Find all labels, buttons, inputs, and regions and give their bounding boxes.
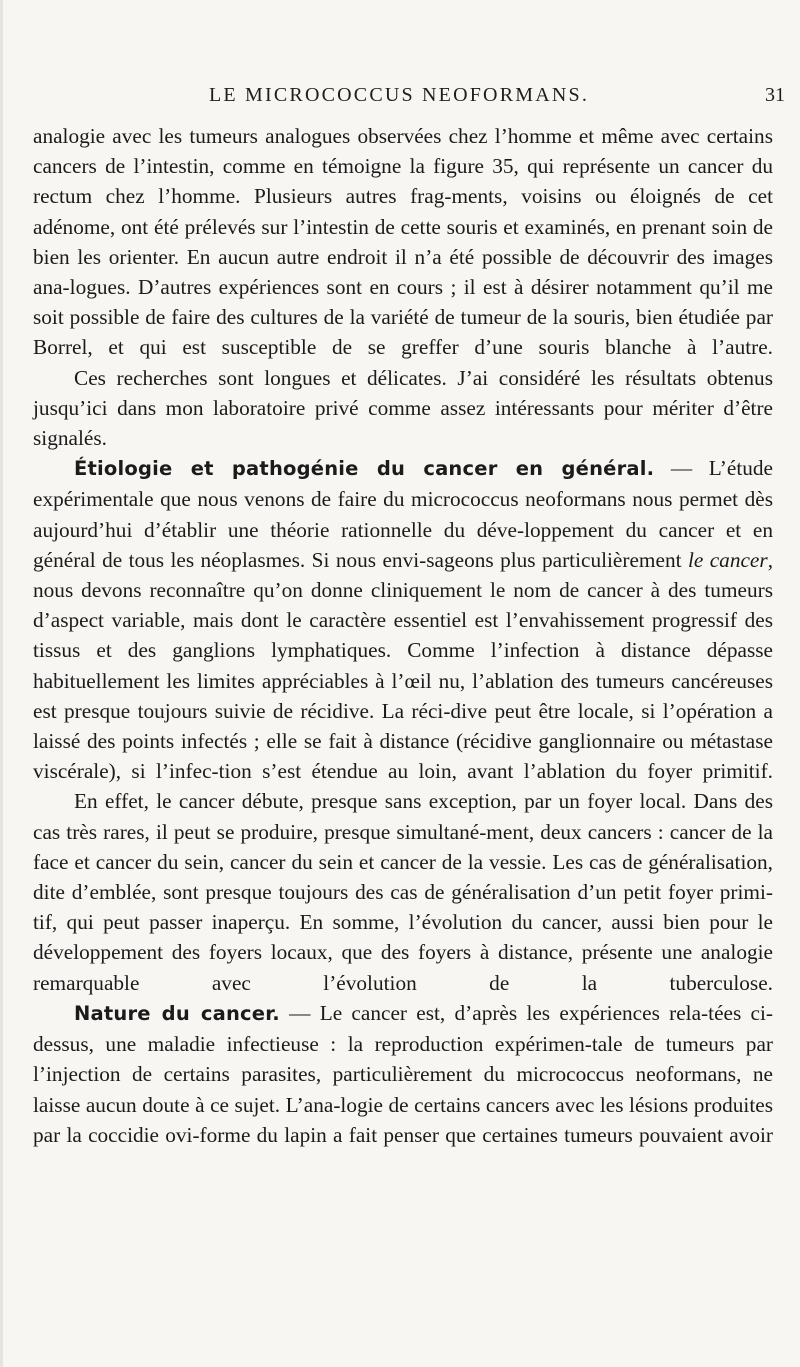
italic-term: le cancer [687, 547, 768, 572]
section-heading-nature: Nature du cancer. [74, 1001, 280, 1025]
running-head-title: LE MICROCOCCUS NEOFORMANS. [209, 84, 590, 106]
paragraph-continuation [33, 121, 773, 363]
paragraph-text: En effet, le cancer débute, presque sans exception, par un foyer local. Dans des cas très rares, il peut se produire, presque simultané-ment, deux cancers : cancer de la face et cancer du sein, cancer du sein et cancer de la vessie. Les cas de généralisation, dite d’emblée, sont presque toujours des cas de généralisation d’un petit foyer primi-tif, qui peut passer inaperçu. En somme, l’évolution du cancer, aussi bien pour le développement des foyers locaux, que des foyers à distance, présente une analogie remarquable avec l’évolution de la tuberculose. [33, 789, 773, 995]
section-heading-etiologie: Étiologie et pathogénie du cancer en général. [74, 457, 655, 481]
paragraph-text: — Le cancer est, d’après les expériences rela-tées ci-dessus, une maladie infectieuse : la reproduction expérimen-tale de tumeurs par l’injection de certains parasites, particulièrement du micrococcus neoformans, ne laisse aucun doute à ce sujet. L’ana-logie de certains cancers avec les lésions produites par la coccidie ovi-forme du lapin a fait penser que certaines tumeurs pouvaient avoir [33, 1000, 773, 1147]
paragraph-text-after-italic: , nous devons reconnaître qu’on donne cliniquement le nom de cancer à des tumeurs d’aspect variable, mais dont le caractère essentiel est l’envahissement progressif des tissus et des ganglions lymphatiques. Comme l’infection à distance dépasse habituellement les limites appréciables à l’œil nu, l’ablation des tumeurs cancéreuses est presque toujours suivie de récidive. La réci-dive peut être locale, si l’opération a laissé des points infectés ; elle se fait à distance (récidive ganglionnaire ou métastase viscérale), si l’infec-tion s’est étendue au loin, avant l’ablation du foyer primitif. [33, 547, 774, 784]
paragraph-etiologie [33, 453, 773, 786]
paragraph-text: analogie avec les tumeurs analogues observées chez l’homme et même avec certains cancers de l’intestin, comme en témoigne la figure 35, qui représente un cancer du rectum chez l’homme. Plusieurs autres frag-ments, voisins ou éloignés de cet adénome, ont été prélevés sur l’intestin de cette souris et examinés, en prenant soin de bien les orienter. En aucun autre endroit il n’a été possible de découvrir des images ana-logues. D’autres expériences sont en cours ; il est à désirer notamment qu’il me soit possible de faire des cultures de la variété de tumeur de la souris, bien étudiée par Borrel, et qui est susceptible de se greffer d’une souris blanche à l’autre. [33, 124, 773, 360]
paragraph-text: Ces recherches sont longues et délicates. J’ai considéré les résultats obtenus jusqu’ici dans mon laboratoire privé comme assez intéressants pour mériter d’être signalés. [33, 365, 773, 451]
paragraph-text-before-italic: — L’étude expérimentale que nous venons de faire du micrococcus neoformans nous permet dès aujourd’hui d’établir une théorie rationnelle du déve-loppement du cancer et en général de tous les néoplasmes. Si nous envi-sageons plus particulièrement [33, 456, 773, 572]
page-number: 31 [765, 84, 785, 106]
paragraph-en-effet [33, 786, 773, 997]
paragraph-recherches [33, 363, 773, 454]
paragraph-nature [33, 998, 773, 1150]
body-text [33, 121, 773, 1150]
running-head [3, 84, 800, 110]
